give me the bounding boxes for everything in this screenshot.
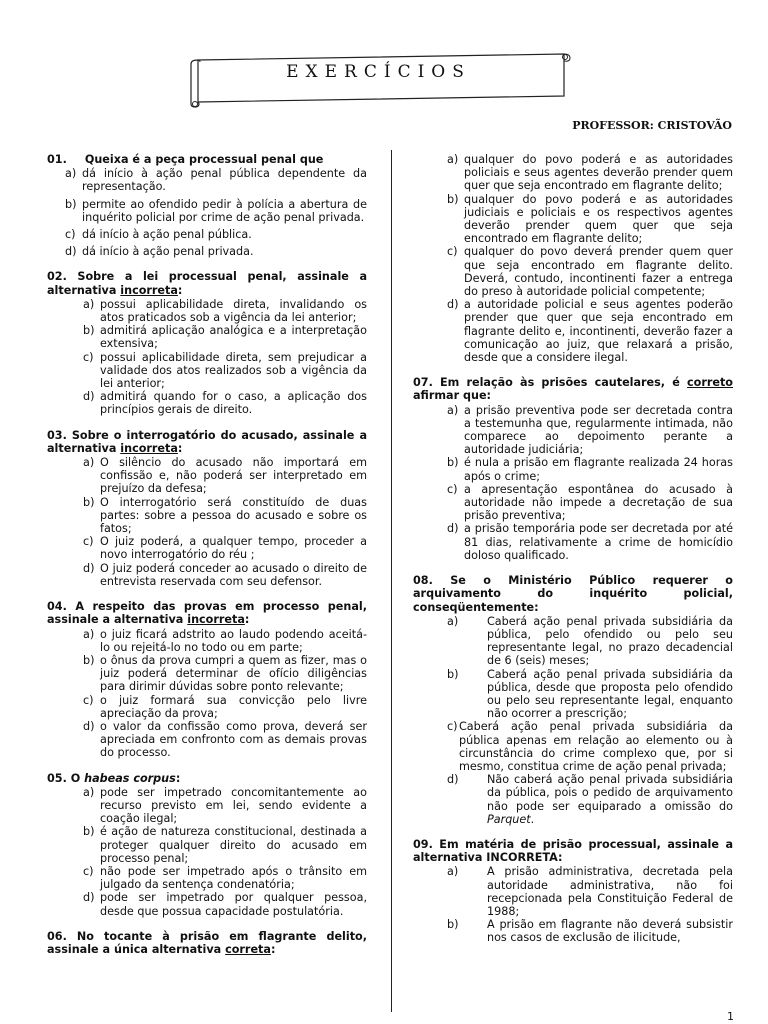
option-c: c) não pode ser impetrado após o trânsito em julgado da sentença condenatória; <box>83 864 367 892</box>
option-a: a) A prisão administrativa, decretada pela autoridade administrativa, não foi recepcionada pela Constituição Federal de 1988; <box>447 865 733 918</box>
question-heading: 04. A respeito das provas em processo penal, assinale a alternativa incorreta: <box>47 600 367 627</box>
option-a: a) o juiz ficará adstrito ao laudo podendo aceitá-lo ou rejeitá-lo no todo ou em parte; <box>83 627 367 654</box>
option-c: c) possui aplicabilidade direta, sem prejudicar a validade dos atos realizados sob a vigência da lei anterior; <box>83 350 367 391</box>
question-05 <box>47 772 367 918</box>
option-d: d) O juiz poderá conceder ao acusado o direito de entrevista reservada com seu defensor. <box>83 561 367 588</box>
question-heading: 07. Em relação às prisões cautelares, é correto afirmar que: <box>413 376 733 403</box>
option-b: b) A prisão em flagrante não deverá subsistir nos casos de exclusão de ilicitude, <box>447 918 733 945</box>
option-b: b) Caberá ação penal privada subsidiária da pública, desde que proposta pelo ofendido ou pelo seu representante legal, enquanto não ocorrer a prescrição; <box>447 667 733 721</box>
professor-name: PROFESSOR: CRISTOVÃO <box>572 119 732 132</box>
option-c: c) qualquer do povo deverá prender quem quer que seja encontrado em flagrante delito. Deverá, contudo, incontinenti fazer a entrega do preso à autoridade policial competente; <box>447 245 733 299</box>
option-c: c) a apresentação espontânea do acusado à autoridade não impede a decretação de sua prisão preventiva; <box>447 482 733 523</box>
option-c: c) O juiz poderá, a qualquer tempo, proceder a novo interrogatório do réu ; <box>83 535 367 562</box>
page-number: 1 <box>727 1010 734 1023</box>
option-b: b) o ônus da prova cumpri a quem as fizer, mas o juiz poderá determinar de ofício diligências para dirimir dúvidas sobre ponto relevante; <box>83 653 367 694</box>
question-08 <box>413 574 733 826</box>
question-01 <box>47 153 367 258</box>
option-a: a) Caberá ação penal privada subsidiária da pública, pelo ofendido ou pelo seu representante legal, no prazo decadencial de 6 (seis) meses; <box>447 614 733 668</box>
option-d: d) Não caberá ação penal privada subsidiária da pública, pois o pedido de arquivamento não pode ser equiparado a omissão do Parquet. <box>447 773 733 826</box>
question-04 <box>47 600 367 759</box>
option-c: c) Caberá ação penal privada subsidiária da pública apenas em relação ao elemento ou à circunstância do crime complexo que, por si mesmo, constitua crime de ação penal privada; <box>447 720 733 773</box>
option-d: d) o valor da confissão como prova, deverá ser apreciada em confronto com as demais provas do processo. <box>83 719 367 760</box>
option-a: a) O silêncio do acusado não importará em confissão e, não poderá ser interpretado em prejuízo da defesa; <box>83 456 367 496</box>
option-a: a) possui aplicabilidade direta, invalidando os atos praticados sob a vigência da lei anterior; <box>83 297 367 325</box>
question-09 <box>413 838 733 945</box>
question-06-options <box>413 153 733 364</box>
option-a: a) qualquer do povo poderá e as autoridades policiais e seus agentes deverão prender quem quer que seja encontrado em flagrante delito; <box>447 153 733 193</box>
option-b: b) permite ao ofendido pedir à polícia a abertura de inquérito policial por crime de ação penal privada. <box>65 197 367 224</box>
option-d: d) admitirá quando for o caso, a aplicação dos princípios gerais de direito. <box>83 390 367 417</box>
option-b: b) é ação de natureza constitucional, destinada a proteger qualquer direito do acusado em processo penal; <box>83 825 367 865</box>
option-d: d) a autoridade policial e seus agentes poderão prender que quer que seja encontrado em flagrante delito e, incontinenti, deverão fazer a comunicação ao juiz, que relaxará a prisão, desde que a considere ilegal. <box>447 298 733 365</box>
option-a: a) dá início à ação penal pública dependente da representação. <box>65 167 367 194</box>
option-a: a) pode ser impetrado concomitantemente ao recurso previsto em lei, sendo evidente a coação ilegal; <box>83 785 367 826</box>
question-06 <box>47 930 367 956</box>
option-a: a) a prisão preventiva pode ser decretada contra a testemunha que, regularmente intimada, não comparece ao depoimento perante a autoridade judiciária; <box>447 403 733 457</box>
question-03 <box>47 429 367 588</box>
question-heading: 06. No tocante à prisão em flagrante delito, assinale a única alternativa correta: <box>47 929 367 956</box>
question-heading: 08. Se o Ministério Público requerer o arquivamento do inquérito policial, conseqüentemente: <box>413 574 733 614</box>
question-07 <box>413 376 733 562</box>
page-title: EXERCÍCIOS <box>286 62 471 82</box>
question-heading: 09. Em matéria de prisão processual, assinale a alternativa INCORRETA: <box>413 837 733 865</box>
question-02 <box>47 270 367 416</box>
option-b: b) O interrogatório será constituído de duas partes: sobre a pessoa do acusado e sobre os fatos; <box>83 495 367 536</box>
option-c: c) dá início à ação penal pública. <box>65 228 252 242</box>
option-d: d) dá início à ação penal privada. <box>65 245 254 259</box>
question-heading: 05. O habeas corpus: <box>47 771 181 785</box>
title-banner <box>186 50 571 108</box>
option-b: b) é nula a prisão em flagrante realizada 24 horas após o crime; <box>447 456 733 483</box>
option-d: d) a prisão temporária pode ser decretada por até 81 dias, relativamente a crime de homicídio doloso qualificado. <box>447 522 733 562</box>
question-heading: 01. Queixa é a peça processual penal que <box>47 153 324 166</box>
right-column <box>413 153 733 957</box>
option-c: c) o juiz formará sua convicção pelo livre apreciação da prova; <box>83 693 367 720</box>
question-heading: 03. Sobre o interrogatório do acusado, assinale a alternativa incorreta: <box>47 428 367 455</box>
option-b: b) admitirá aplicação analógica e a interpretação extensiva; <box>83 324 367 351</box>
left-column <box>47 153 367 968</box>
column-divider <box>391 150 392 1012</box>
option-d: d) pode ser impetrado por qualquer pessoa, desde que possua capacidade postulatória. <box>83 891 367 918</box>
option-b: b) qualquer do povo poderá e as autoridades judiciais e policiais e os respectivos agentes deverão prender quem quer que seja encontrado em flagrante delito; <box>447 192 733 246</box>
question-heading: 02. Sobre a lei processual penal, assinale a alternativa incorreta: <box>47 270 367 297</box>
